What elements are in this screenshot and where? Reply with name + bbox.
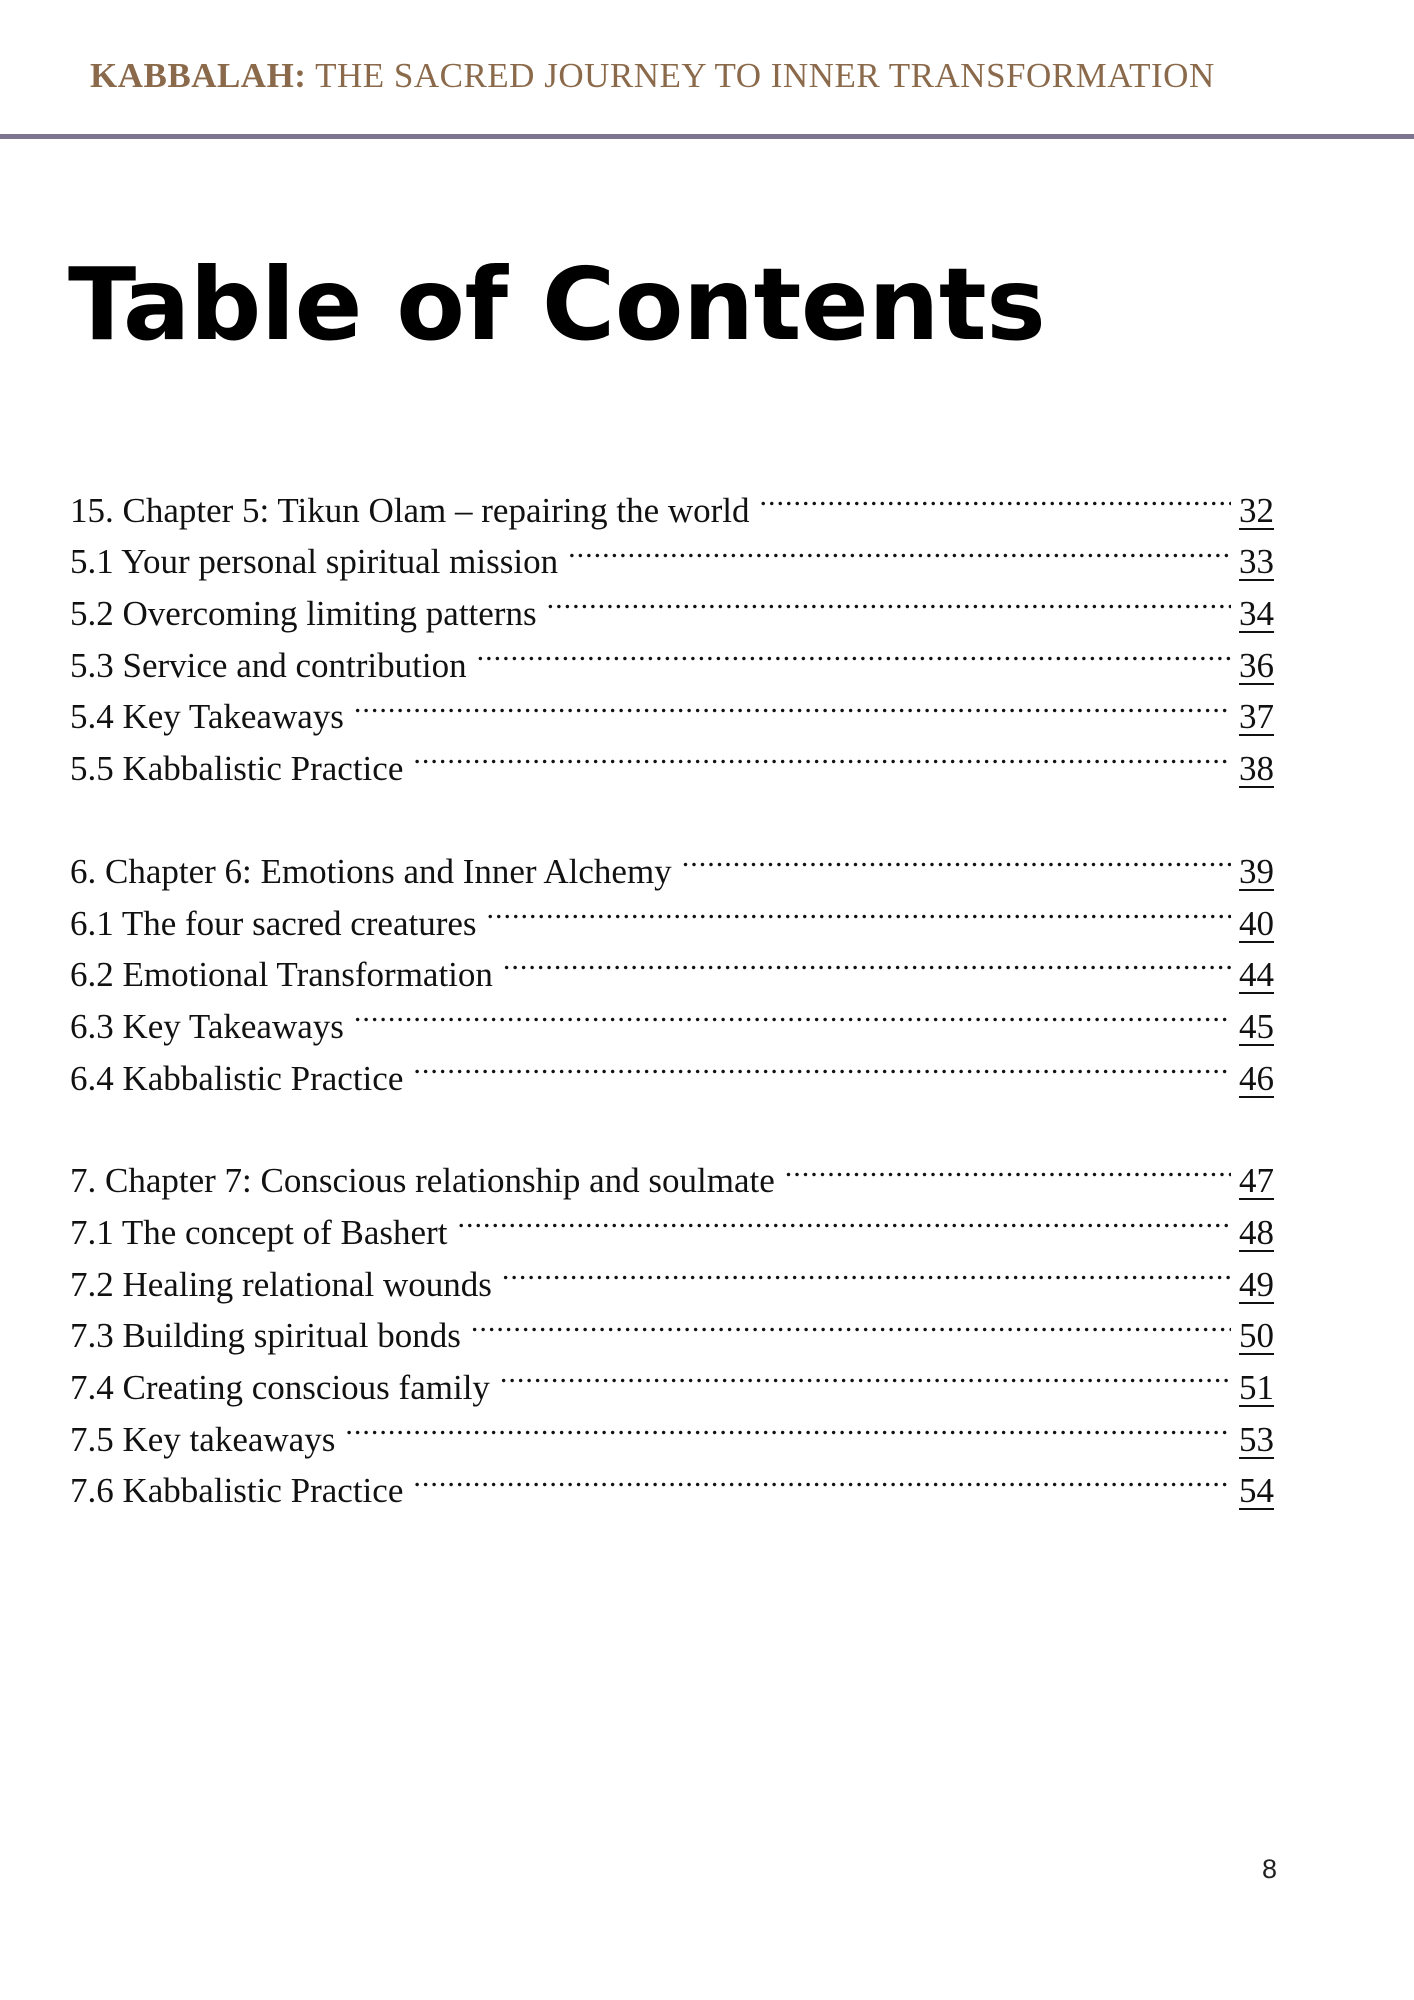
toc-page-link[interactable]: 32	[1239, 490, 1274, 530]
toc-dot-leader	[785, 1141, 1231, 1193]
toc-page-link[interactable]: 33	[1239, 542, 1274, 582]
toc-page-link[interactable]: 36	[1239, 645, 1274, 685]
toc-entry-label: 6.1 The four sacred creatures	[70, 903, 477, 943]
toc-entry-label: 7. Chapter 7: Conscious relationship and soulmate	[70, 1161, 775, 1201]
toc-dot-leader	[471, 1296, 1231, 1348]
toc-dot-leader	[354, 986, 1231, 1038]
page-number: 8	[1262, 1854, 1278, 1884]
toc-dot-leader	[345, 1399, 1231, 1451]
toc-entry-label: 5.2 Overcoming limiting patterns	[70, 594, 537, 634]
toc-page-link[interactable]: 50	[1239, 1316, 1274, 1356]
toc-entry-label: 7.2 Healing relational wounds	[70, 1264, 492, 1304]
toc-page-link[interactable]: 34	[1239, 594, 1274, 634]
toc-dot-leader	[568, 522, 1231, 574]
toc-entry-label: 6.3 Key Takeaways	[70, 1006, 344, 1046]
toc-page-link[interactable]: 45	[1239, 1006, 1274, 1046]
toc-entry-label: 5.5 Kabbalistic Practice	[70, 749, 404, 789]
toc-page-link[interactable]: 37	[1239, 697, 1274, 737]
toc-dot-leader	[413, 728, 1231, 780]
toc-entry-label: 5.3 Service and contribution	[70, 645, 467, 685]
toc-page-link[interactable]: 44	[1239, 955, 1274, 995]
toc-group	[70, 470, 1295, 789]
toc-page-link[interactable]: 39	[1239, 851, 1274, 891]
running-header	[90, 56, 1215, 96]
toc-entry-label: 6.2 Emotional Transformation	[70, 955, 493, 995]
toc-dot-leader	[547, 573, 1231, 625]
running-header-bold: KABBALAH:	[90, 56, 307, 95]
toc-dot-leader	[487, 883, 1231, 935]
toc-entry[interactable]	[70, 470, 1295, 530]
toc-entry-label: 5.1 Your personal spiritual mission	[70, 542, 559, 582]
toc-entry-label: 6.4 Kabbalistic Practice	[70, 1058, 404, 1098]
header-divider	[0, 134, 1414, 139]
toc-page-link[interactable]: 47	[1239, 1161, 1274, 1201]
toc-dot-leader	[413, 1451, 1231, 1503]
toc-group	[70, 1141, 1295, 1511]
toc-entry[interactable]	[70, 1141, 1295, 1201]
toc-dot-leader	[413, 1038, 1231, 1090]
toc-page-link[interactable]: 53	[1239, 1419, 1274, 1459]
toc-entry-label: 7.1 The concept of Bashert	[70, 1212, 448, 1252]
toc-dot-leader	[502, 1244, 1231, 1296]
toc-page-link[interactable]: 49	[1239, 1264, 1274, 1304]
toc-dot-leader	[503, 935, 1231, 987]
toc-page-link[interactable]: 46	[1239, 1058, 1274, 1098]
toc-entry-label: 7.3 Building spiritual bonds	[70, 1316, 461, 1356]
toc-page-link[interactable]: 54	[1239, 1471, 1274, 1511]
toc-dot-leader	[354, 677, 1231, 729]
toc-entry-label: 6. Chapter 6: Emotions and Inner Alchemy	[70, 851, 672, 891]
toc-dot-leader	[682, 831, 1231, 883]
toc-dot-leader	[760, 470, 1231, 522]
toc-dot-leader	[457, 1192, 1231, 1244]
running-header-rest: THE SACRED JOURNEY TO INNER TRANSFORMATION	[306, 56, 1215, 95]
toc-entry-label: 7.6 Kabbalistic Practice	[70, 1471, 404, 1511]
toc-entry-label: 15. Chapter 5: Tikun Olam – repairing the world	[70, 490, 750, 530]
page-title: Table of Contents	[68, 246, 1046, 363]
toc-page-link[interactable]: 38	[1239, 749, 1274, 789]
toc-page-link[interactable]: 48	[1239, 1212, 1274, 1252]
table-of-contents	[70, 470, 1295, 1553]
toc-dot-leader	[477, 625, 1231, 677]
toc-group	[70, 831, 1295, 1098]
toc-page-link[interactable]: 51	[1239, 1368, 1274, 1407]
toc-page-link[interactable]: 40	[1239, 903, 1274, 943]
toc-entry-label: 7.5 Key takeaways	[70, 1419, 336, 1459]
toc-entry-label: 5.4 Key Takeaways	[70, 697, 344, 737]
toc-entry-label: 7.4 Creating conscious family	[70, 1368, 490, 1407]
toc-entry[interactable]	[70, 831, 1295, 891]
toc-dot-leader	[500, 1347, 1231, 1399]
